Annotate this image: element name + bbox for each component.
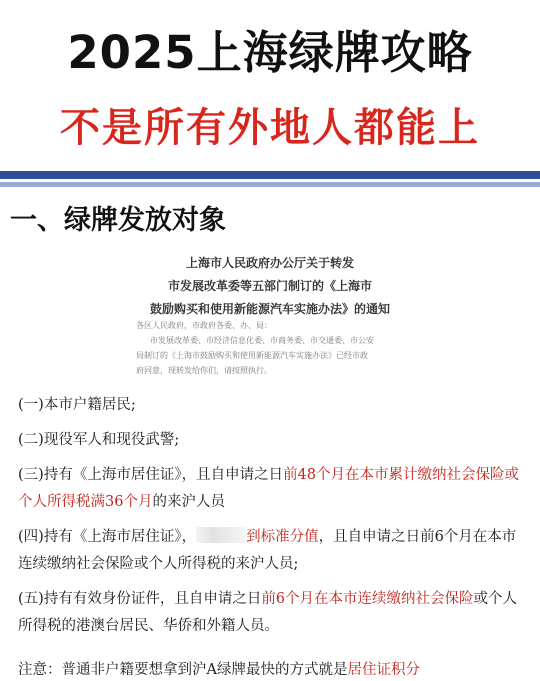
eligibility-list xyxy=(18,392,528,648)
list-item-4 xyxy=(18,524,528,578)
notice-body-line-1: 市发展改革委、市经济信息化委、市商务委、市交通委、市公安 xyxy=(150,336,374,345)
list-item-4-text: (四)持有《上海市居住证》， xyxy=(18,529,197,545)
list-item-2: (二)现役军人和现役武警; xyxy=(18,432,180,448)
divider-band xyxy=(0,171,540,179)
note-highlight: 居住证积分 xyxy=(347,662,420,678)
list-item-3-tail: 的来沪人员 xyxy=(152,494,225,510)
page-title: 2025上海绿牌攻略 xyxy=(67,26,473,79)
list-item-1: (一)本市户籍居民; xyxy=(18,397,136,413)
notice-body-line-2: 局制订的《上海市鼓励购买和使用新能源汽车实施办法》已经市政 xyxy=(136,351,368,360)
list-item-3-text: (三)持有《上海市居住证》，且自申请之日 xyxy=(18,467,284,483)
section-heading: 一、绿牌发放对象 xyxy=(10,205,226,236)
list-item-3-highlight: 前48个月在本市累计缴纳社会保险或个人所得税满36个月 xyxy=(18,467,520,510)
blurred-text xyxy=(196,527,246,543)
list-item-4-tail: ，且自申请之日前6个月在本市连续缴纳社会保险或个人所得税的来沪人员; xyxy=(18,529,517,572)
notice-title xyxy=(60,252,480,321)
notice-body-line-3: 府同意，现转发给你们，请按照执行。 xyxy=(136,366,272,375)
page-subtitle: 不是所有外地人都能上 xyxy=(60,105,480,151)
notice-title-line-1: 上海市人民政府办公厅关于转发 xyxy=(185,256,354,270)
list-item-5-tail: 或个人所得税的港澳台居民、华侨和外籍人员。 xyxy=(18,591,518,634)
note xyxy=(18,659,538,681)
divider-band-light xyxy=(0,182,540,187)
list-item-3 xyxy=(18,462,528,516)
notice-title-line-2: 市发展改革委等五部门制订的《上海市 xyxy=(167,279,372,293)
list-item-5-highlight: 前6个月在本市连续缴纳社会保险 xyxy=(261,591,474,607)
list-item-4-highlight: 到标准分值 xyxy=(246,529,319,545)
list-item-5-text: (五)持有有效身份证件，且自申请之日 xyxy=(18,591,262,607)
notice-recipients: 各区人民政府，市政府各委、办、局： xyxy=(136,321,272,330)
notice-body xyxy=(136,318,430,378)
notice-title-line-3: 鼓励购买和使用新能源汽车实施办法》的通知 xyxy=(149,302,390,316)
note-text: 注意：普通非户籍要想拿到沪A绿牌最快的方式就是 xyxy=(18,662,348,678)
list-item-5 xyxy=(18,586,528,640)
